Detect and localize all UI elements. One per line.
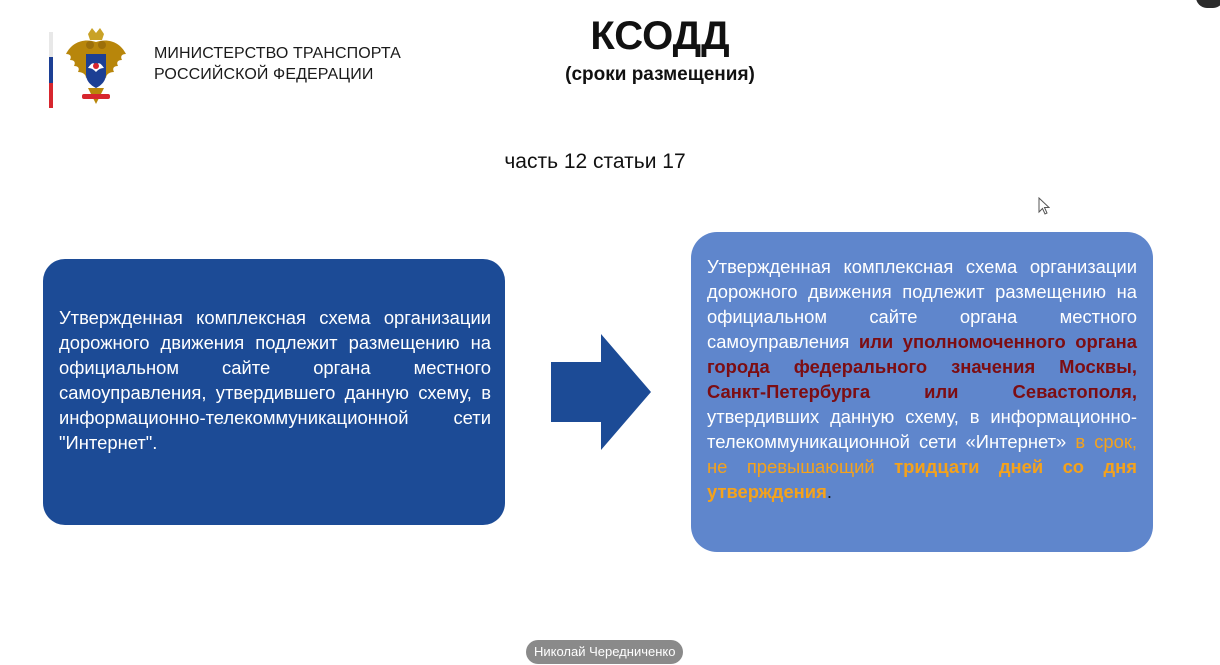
ministry-name-line1: МИНИСТЕРСТВО ТРАНСПОРТА xyxy=(154,45,401,62)
mouse-cursor-icon xyxy=(1038,197,1050,215)
new-wording-text-end: . xyxy=(826,481,832,502)
russian-flag-bar xyxy=(49,32,53,108)
russian-eagle-emblem-icon xyxy=(64,28,128,108)
new-wording-text-part3: утвердивших данную схему, в информационно-телекоммуникационной сети «Интернет» xyxy=(707,406,1137,452)
new-wording-highlight-orange-bold: тридцати дней со дня утверждения xyxy=(707,456,1137,502)
ministry-name xyxy=(154,43,401,85)
corner-participant-avatar[interactable] xyxy=(1196,0,1220,8)
old-wording-text: Утвержденная комплексная схема организации дорожного движения подлежит размещению на официальном сайте органа местного самоуправления, утвердившего данную схему, в информационно-телекоммуникационной сети "Интернет". xyxy=(59,307,491,453)
ministry-name-line2: РОССИЙСКОЙ ФЕДЕРАЦИИ xyxy=(154,66,374,83)
slide-subtitle: (сроки размещения) xyxy=(565,64,755,85)
new-wording-highlight-orange: в срок, не превышающий xyxy=(707,431,1138,477)
slide-title: КСОДД xyxy=(590,14,730,58)
speaker-name-label: Николай Чередниченко xyxy=(526,640,683,664)
article-reference: часть 12 статьи 17 xyxy=(504,150,686,173)
new-wording-text-part1: Утвержденная комплексная схема организации дорожного движения подлежит размещению на официальном сайте органа местного самоуправления xyxy=(707,256,1137,352)
right-arrow-icon xyxy=(551,334,651,450)
new-wording-box xyxy=(691,232,1153,552)
old-wording-box xyxy=(43,259,505,525)
new-wording-highlight-red: или уполномоченного органа города федерального значения Москвы, Санкт-Петербурга или Севастополя, xyxy=(707,331,1137,402)
